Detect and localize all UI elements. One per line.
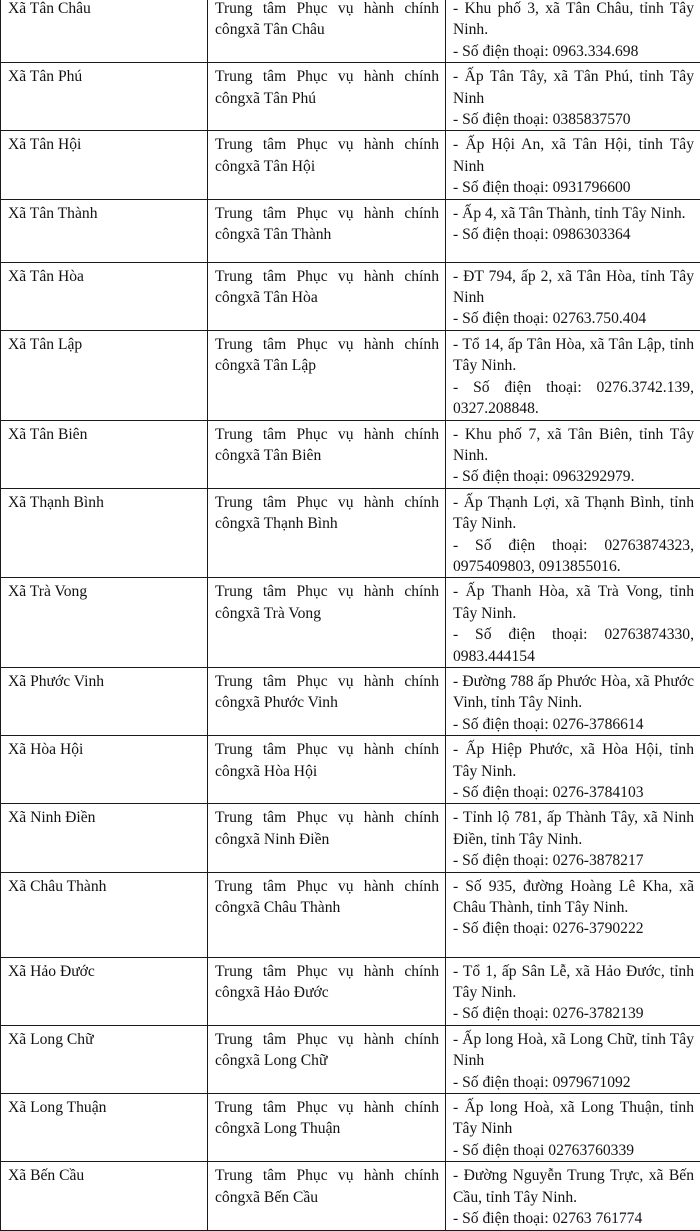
address-text: - Tổ 1, ấp Sân Lễ, xã Hảo Đước, tỉnh Tây Ninh. — [453, 961, 694, 1004]
address-text: - Ấp Thạnh Lợi, xã Thạnh Bình, tỉnh Tây Ninh. — [453, 492, 694, 535]
phone-text: - Số điện thoại: 0931796600 — [453, 177, 694, 198]
phone-text: - Số điện thoại: 0385837570 — [453, 109, 694, 130]
address-text: - Ấp Hiệp Phước, xã Hòa Hội, tỉnh Tây Ninh. — [453, 739, 694, 782]
service-center-cell: Trung tâm Phục vụ hành chính côngxã Trà Vong — [208, 578, 446, 668]
service-center-cell: Trung tâm Phục vụ hành chính côngxã Bến Cầu — [208, 1162, 446, 1230]
phone-text: - Số điện thoại: 0276-3790222 — [453, 918, 694, 939]
table-row — [1, 1094, 700, 1162]
table-row — [1, 578, 700, 668]
address-text: - Ấp Thanh Hòa, xã Trà Vong, tỉnh Tây Ninh. — [453, 581, 694, 624]
table-row — [1, 262, 700, 330]
commune-name-cell: Xã Trà Vong — [1, 578, 208, 668]
commune-name-cell: Xã Ninh Điền — [1, 804, 208, 872]
table-row — [1, 667, 700, 735]
address-text: - ĐT 794, ấp 2, xã Tân Hòa, tỉnh Tây Ninh — [453, 266, 694, 309]
service-center-cell: Trung tâm Phục vụ hành chính côngxã Tân Lập — [208, 330, 446, 420]
phone-text: - Số điện thoại: 02763874323, 0975409803, 0913855016. — [453, 535, 694, 578]
commune-name-cell: Xã Bến Cầu — [1, 1162, 208, 1230]
address-text: - Tổ 14, ấp Tân Hòa, xã Tân Lập, tỉnh Tây Ninh. — [453, 334, 694, 377]
contact-cell — [446, 0, 700, 63]
table-row — [1, 736, 700, 804]
address-text: - Ấp 4, xã Tân Thành, tỉnh Tây Ninh. — [453, 203, 694, 224]
phone-text: - Số điện thoại: 0276-3784103 — [453, 782, 694, 803]
table-row — [1, 131, 700, 199]
contact-cell — [446, 804, 700, 872]
commune-name-cell: Xã Tân Biên — [1, 420, 208, 488]
address-text: - Khu phố 3, xã Tân Châu, tỉnh Tây Ninh. — [453, 0, 694, 41]
service-center-cell: Trung tâm Phục vụ hành chính côngxã Tân Biên — [208, 420, 446, 488]
contact-cell — [446, 1094, 700, 1162]
commune-name-cell: Xã Tân Châu — [1, 0, 208, 63]
contact-cell — [446, 578, 700, 668]
commune-name-cell: Xã Long Chữ — [1, 1025, 208, 1093]
service-center-cell: Trung tâm Phục vụ hành chính côngxã Tân Thành — [208, 199, 446, 262]
service-center-cell: Trung tâm Phục vụ hành chính côngxã Hảo Đước — [208, 957, 446, 1025]
table-row — [1, 1025, 700, 1093]
table-row — [1, 872, 700, 957]
address-text: - Đường Nguyễn Trung Trực, xã Bến Cầu, tỉnh Tây Ninh. — [453, 1165, 694, 1208]
phone-text: - Số điện thoại: 02763874330, 0983.444154 — [453, 624, 694, 667]
phone-text: - Số điện thoại: 0276.3742.139, 0327.208848. — [453, 377, 694, 420]
commune-name-cell: Xã Châu Thành — [1, 872, 208, 957]
commune-name-cell: Xã Hòa Hội — [1, 736, 208, 804]
phone-text: - Số điện thoại: 0986303364 — [453, 224, 694, 245]
phone-text: - Số điện thoại 02763760339 — [453, 1140, 694, 1161]
commune-name-cell: Xã Hảo Đước — [1, 957, 208, 1025]
address-text: - Ấp Tân Tây, xã Tân Phú, tỉnh Tây Ninh — [453, 66, 694, 109]
address-text: - Ấp long Hoà, xã Long Chữ, tỉnh Tây Ninh — [453, 1029, 694, 1072]
phone-text: - Số điện thoại: 0963292979. — [453, 466, 694, 487]
table-body — [1, 0, 700, 1230]
phone-text: - Số điện thoại: 0979671092 — [453, 1072, 694, 1093]
contact-cell — [446, 667, 700, 735]
table-row — [1, 63, 700, 131]
commune-name-cell: Xã Tân Hòa — [1, 262, 208, 330]
service-center-cell: Trung tâm Phục vụ hành chính côngxã Tân Hòa — [208, 262, 446, 330]
contact-cell — [446, 872, 700, 957]
table-row — [1, 804, 700, 872]
contact-cell — [446, 131, 700, 199]
address-text: - Tỉnh lộ 781, ấp Thành Tây, xã Ninh Điền, tỉnh Tây Ninh. — [453, 807, 694, 850]
address-text: - Khu phố 7, xã Tân Biên, tỉnh Tây Ninh. — [453, 424, 694, 467]
contact-cell — [446, 736, 700, 804]
commune-name-cell: Xã Tân Thành — [1, 199, 208, 262]
service-center-cell: Trung tâm Phục vụ hành chính côngxã Ninh Điền — [208, 804, 446, 872]
phone-text: - Số điện thoại: 0276-3878217 — [453, 850, 694, 871]
commune-name-cell: Xã Tân Phú — [1, 63, 208, 131]
phone-text: - Số điện thoại: 0276-3782139 — [453, 1003, 694, 1024]
commune-name-cell: Xã Thạnh Bình — [1, 488, 208, 578]
contact-cell — [446, 420, 700, 488]
contact-cell — [446, 957, 700, 1025]
contact-cell — [446, 330, 700, 420]
table-row — [1, 488, 700, 578]
table-row — [1, 957, 700, 1025]
service-center-cell: Trung tâm Phục vụ hành chính côngxã Thạnh Bình — [208, 488, 446, 578]
contact-cell — [446, 1025, 700, 1093]
contact-cell — [446, 262, 700, 330]
address-text: - Ấp Hội An, xã Tân Hội, tỉnh Tây Ninh — [453, 134, 694, 177]
phone-text: - Số điện thoại: 02763.750.404 — [453, 308, 694, 329]
contact-cell — [446, 488, 700, 578]
phone-text: - Số điện thoại: 0276-3786614 — [453, 714, 694, 735]
address-text: - Đường 788 ấp Phước Hòa, xã Phước Vinh, tỉnh Tây Ninh. — [453, 671, 694, 714]
table-row — [1, 0, 700, 63]
commune-name-cell: Xã Long Thuận — [1, 1094, 208, 1162]
table-row — [1, 199, 700, 262]
service-center-cell: Trung tâm Phục vụ hành chính côngxã Long Thuận — [208, 1094, 446, 1162]
commune-name-cell: Xã Tân Lập — [1, 330, 208, 420]
service-center-cell: Trung tâm Phục vụ hành chính côngxã Long Chữ — [208, 1025, 446, 1093]
phone-text: - Số điện thoại: 02763 761774 — [453, 1208, 694, 1229]
service-center-cell: Trung tâm Phục vụ hành chính côngxã Châu Thành — [208, 872, 446, 957]
contact-cell — [446, 63, 700, 131]
service-center-cell: Trung tâm Phục vụ hành chính côngxã Phước Vinh — [208, 667, 446, 735]
service-center-cell: Trung tâm Phục vụ hành chính côngxã Hòa Hội — [208, 736, 446, 804]
contact-cell — [446, 199, 700, 262]
table-row — [1, 420, 700, 488]
service-center-cell: Trung tâm Phục vụ hành chính côngxã Tân Châu — [208, 0, 446, 63]
address-text: - Ấp long Hoà, xã Long Thuận, tỉnh Tây Ninh — [453, 1097, 694, 1140]
commune-name-cell: Xã Phước Vinh — [1, 667, 208, 735]
phone-text: - Số điện thoại: 0963.334.698 — [453, 41, 694, 62]
address-text: - Số 935, đường Hoàng Lê Kha, xã Châu Thành, tỉnh Tây Ninh. — [453, 876, 694, 919]
service-center-cell: Trung tâm Phục vụ hành chính côngxã Tân Hội — [208, 131, 446, 199]
service-center-cell: Trung tâm Phục vụ hành chính côngxã Tân Phú — [208, 63, 446, 131]
commune-name-cell: Xã Tân Hội — [1, 131, 208, 199]
table-row — [1, 330, 700, 420]
